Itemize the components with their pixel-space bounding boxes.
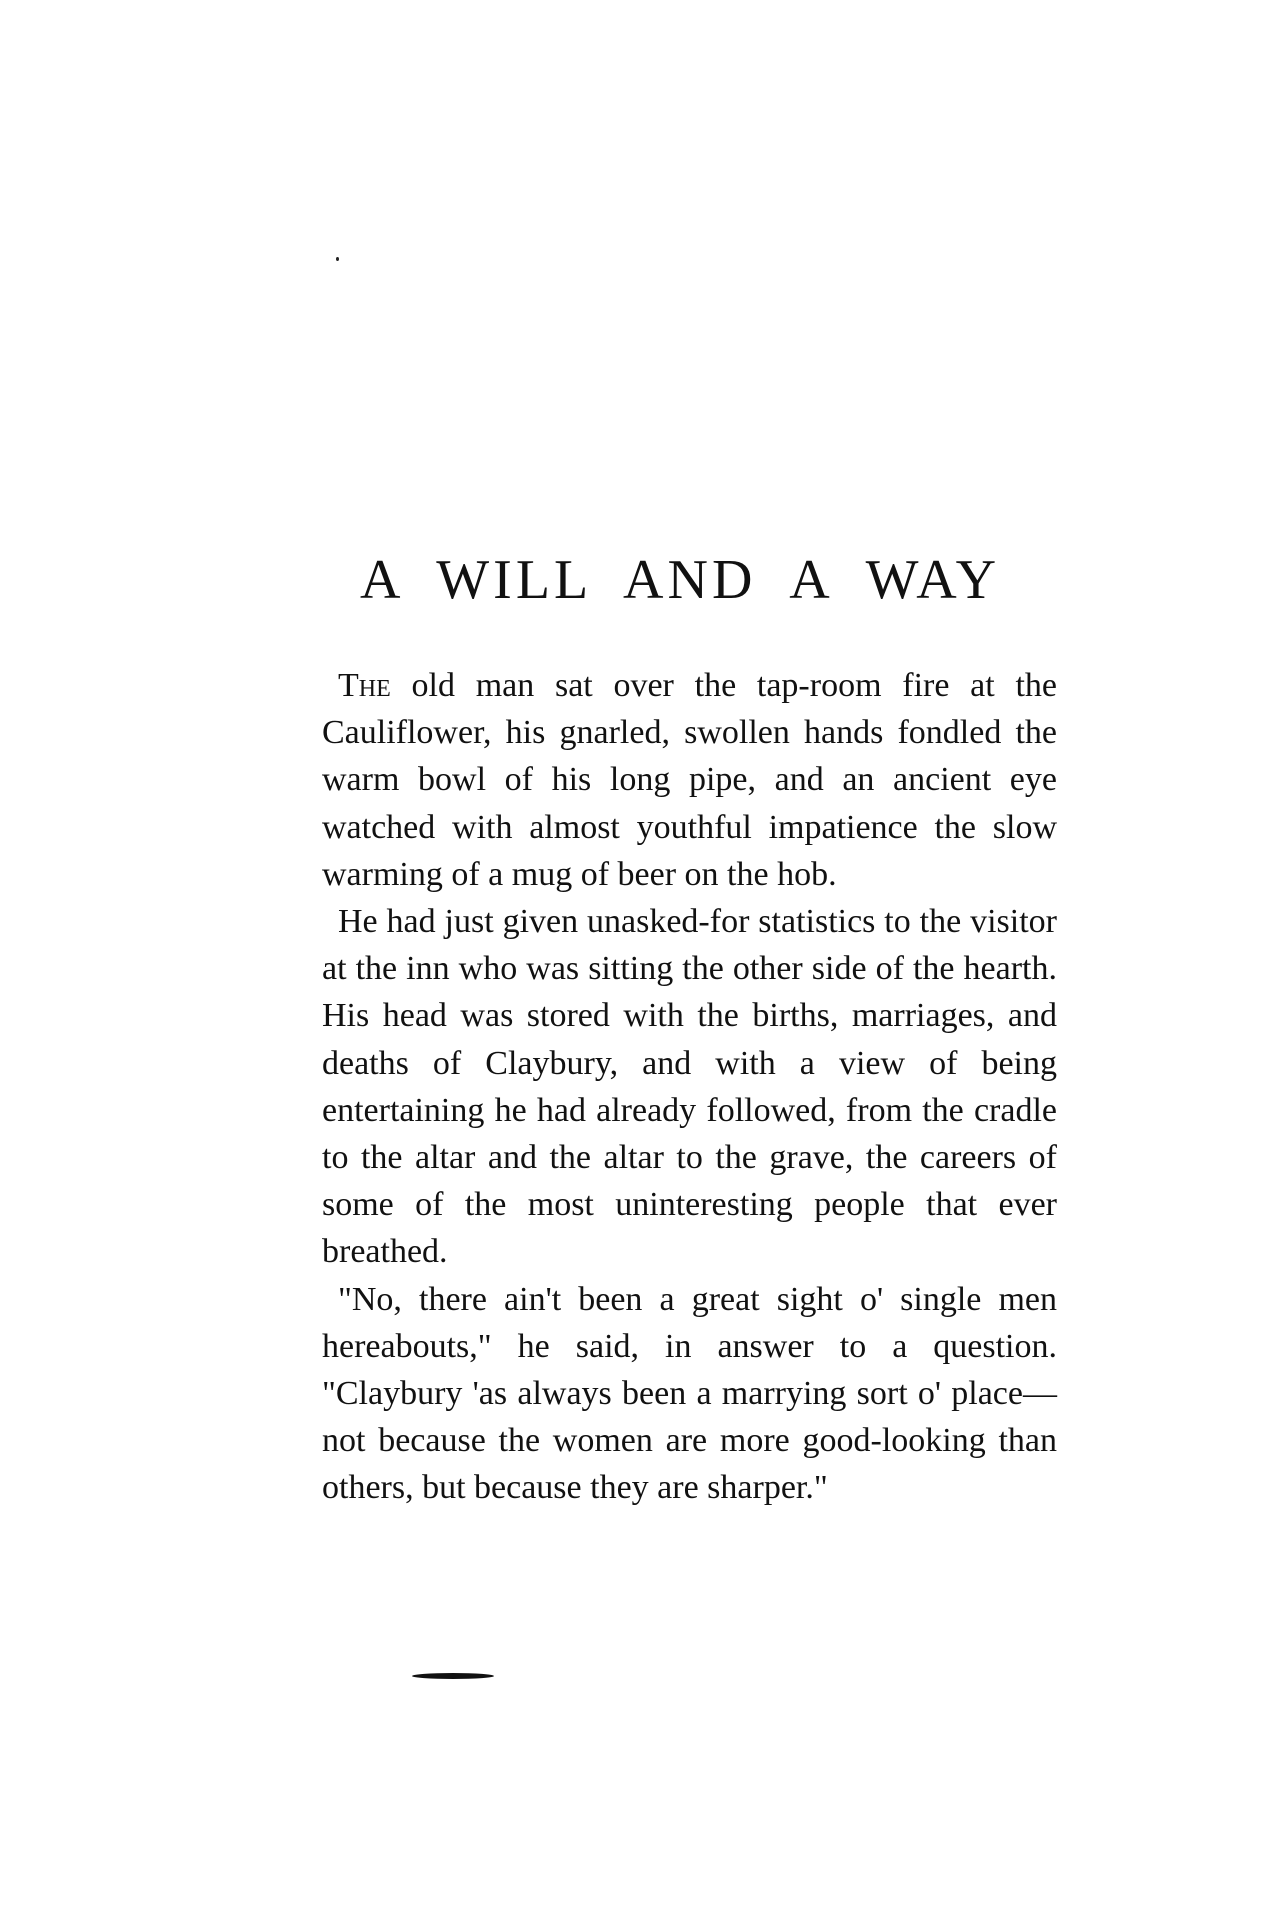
chapter-body (322, 662, 1057, 1512)
drop-lead-word: The (338, 667, 391, 704)
end-rule (412, 1673, 494, 1679)
paragraph-3: "No, there ain't been a great sight o' single men hereabouts," he said, in answer to a question. "Claybury 'as always been a marrying sort o' place—not because the women are more good-looking than others, but because they are sharper." (322, 1280, 1057, 1507)
paragraph-2: He had just given unasked-for statistics to the visitor at the inn who was sitting the other side of the hearth. His head was stored with the births, marriages, and deaths of Claybury, and with a view of being entertaining he had already followed, from the cradle to the altar and the altar to the grave, the careers of some of the most uninteresting people that ever breathed. (322, 903, 1057, 1271)
paragraph-1-text: old man sat over the tap-room fire at the Cauliflower, his gnarled, swollen hands fondled the warm bowl of his long pipe, and an ancient eye watched with almost youthful impatience the slow warming of a mug of beer on the hob. (322, 667, 1057, 893)
ink-speck (336, 257, 339, 261)
paragraph-1 (322, 662, 1057, 898)
chapter-title: A WILL AND A WAY (359, 549, 1001, 611)
